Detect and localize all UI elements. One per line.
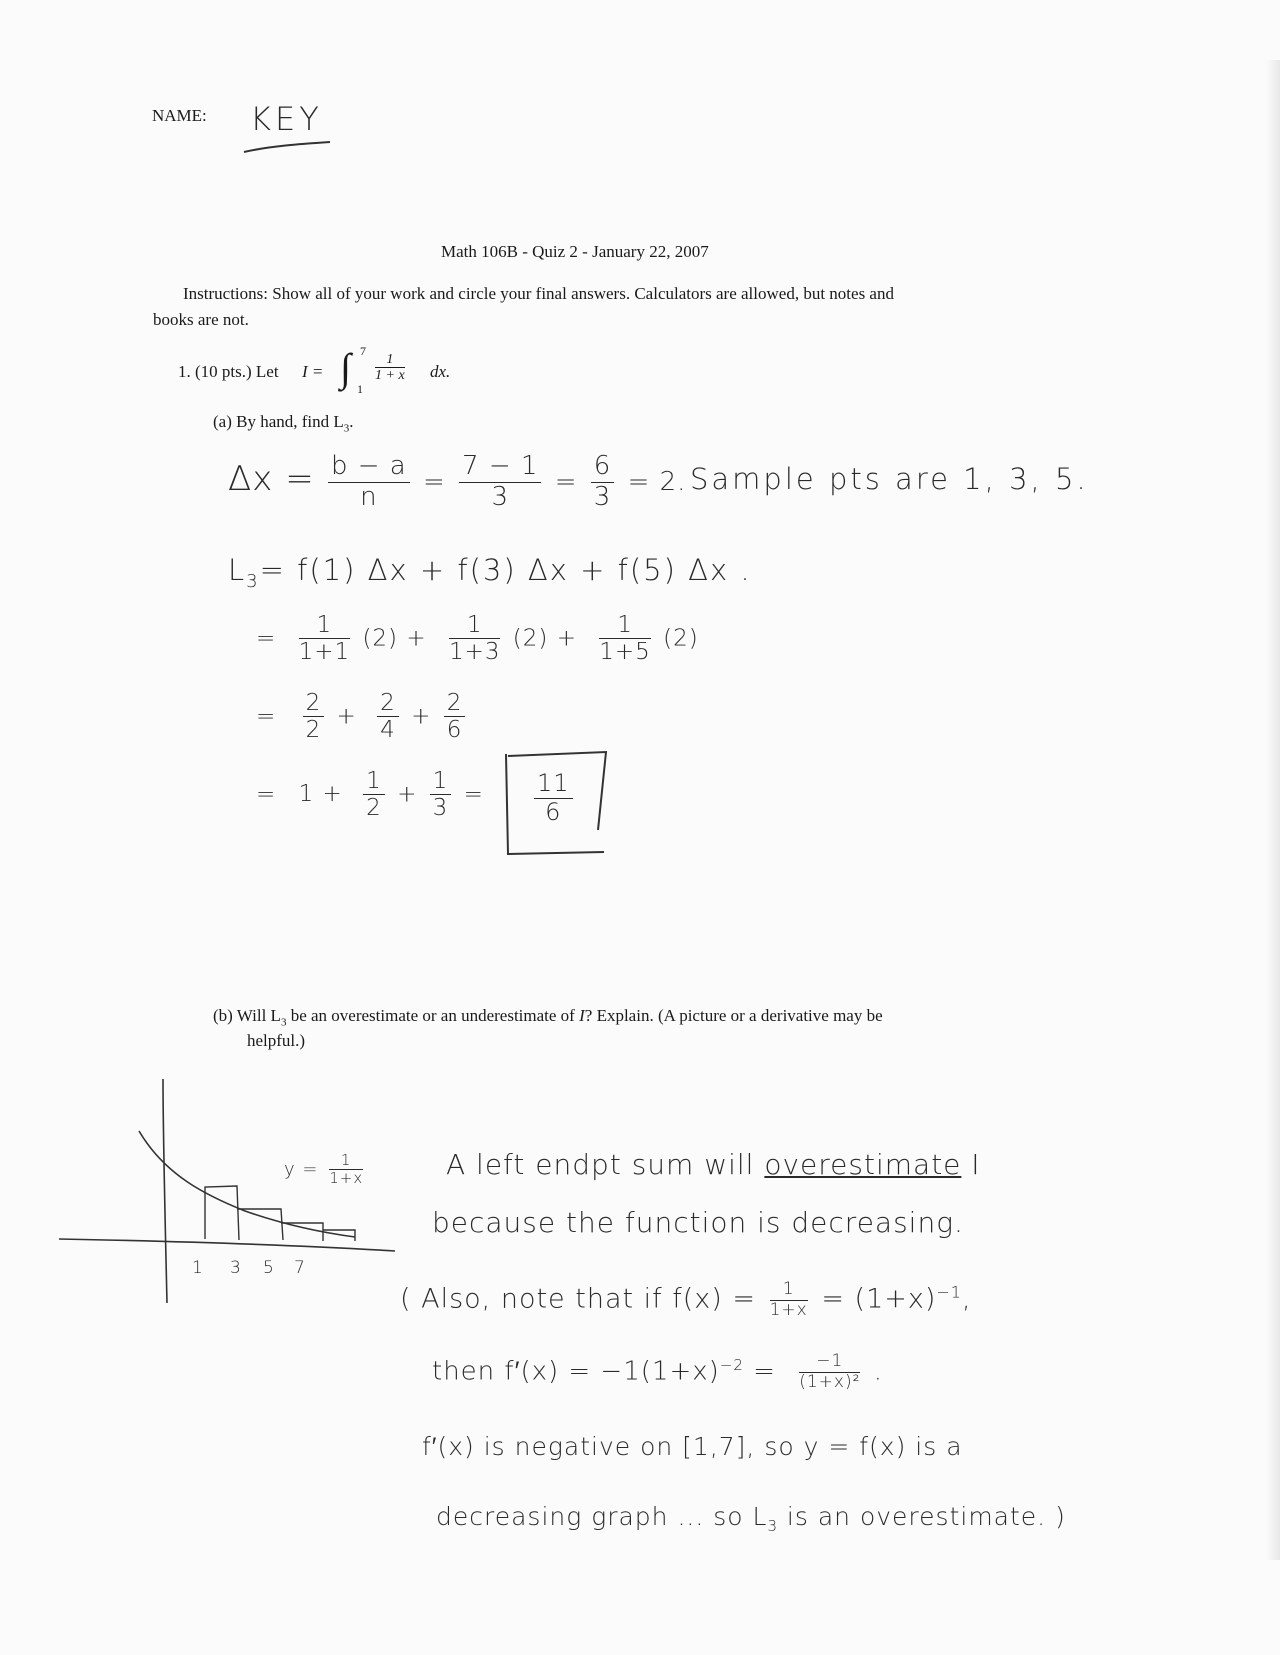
sample-points-note: Sample pts are 1, 3, 5.: [690, 462, 1089, 496]
instructions-line-2: books are not.: [153, 310, 249, 329]
name-underline: [240, 138, 335, 158]
tick-label-3: 3: [230, 1258, 242, 1278]
part-a-prompt: (a) By hand, find $L_3$.: [213, 412, 354, 435]
page-edge: [1266, 60, 1280, 1560]
answer-line-3: ( Also, note that if f(x) = $\frac{1}{1+x}$ = $(1+x)^{-1}$,: [400, 1279, 972, 1320]
integral-sign-icon: ∫: [340, 345, 351, 390]
integral-dx: dx.: [430, 362, 451, 381]
final-answer: $\frac{11}{6}$: [530, 770, 577, 826]
l3-definition-line: $L_3= f(1) \Delta x + f(3) \Delta x + f(5)$ Δx .: [228, 553, 752, 592]
rectangle-3: [281, 1223, 323, 1241]
page-title: Math 106B - Quiz 2 - January 22, 2007: [441, 242, 709, 261]
rectangle-4: [323, 1230, 355, 1241]
name-value: KEY: [250, 100, 323, 138]
integral-lhs: I =: [302, 362, 324, 381]
answer-line-5: f′(x) is negative on [1,7], so y = f(x) is a: [422, 1432, 963, 1461]
y-axis: [163, 1079, 167, 1303]
curve-label: y = $\frac{1}{1+x}$: [284, 1151, 364, 1188]
tick-label-5: 5: [263, 1258, 275, 1278]
integral-lower: 1: [357, 382, 363, 396]
instructions-line-1: Instructions: Show all of your work and circle your final answers. Calculators are allowed, but notes and: [183, 284, 894, 303]
tick-label-7: 7: [294, 1258, 306, 1278]
integral-upper: 7: [360, 344, 366, 358]
name-label: NAME:: [152, 106, 207, 125]
x-axis: [59, 1239, 395, 1251]
integrand: 1 1 + x: [375, 352, 405, 384]
part-b-prompt-line-2: helpful.): [247, 1031, 306, 1050]
tick-label-1: 1: [192, 1258, 204, 1278]
integral-expression: [302, 346, 482, 396]
l3-final-line: = 1 + $\frac{1}{2}$ + $\frac{1}{3}$ =: [256, 768, 484, 822]
rectangle-2: [237, 1209, 283, 1240]
answer-line-6: decreasing graph ... so $L_3$ is an overestimate. ): [436, 1502, 1066, 1535]
l3-simplify-line: = $\frac{2}{2}$ + $\frac{2}{4}$ + $\frac{2}{6}$: [256, 690, 469, 744]
problem-1-label: 1. (10 pts.) Let: [178, 362, 279, 381]
answer-line-1: A left endpt sum will overestimate I: [446, 1148, 981, 1181]
l3-substitution-line: = $\frac{1}{1+1}$ (2) + $\frac{1}{1+3}$ (2) + $\frac{1}{1+5}$ (2): [256, 612, 699, 666]
part-b-prompt: (b) Will $L_3$ be an overestimate or an underestimate of I? Explain. (A picture or a derivative may be: [213, 1006, 883, 1029]
answer-line-2: because the function is decreasing.: [432, 1206, 964, 1239]
answer-line-4: then $f'(x) = -1(1+x)^{-2}$ = $\frac{-1}{\text{(1+x)²}}$ .: [432, 1351, 883, 1392]
delta-x-line: Δx = $\frac{b - a}{n}$ = $\frac{7 - 1}{3}$ = $\frac{6}{3}$ = 2.: [228, 451, 687, 512]
rectangle-1: [205, 1186, 239, 1240]
